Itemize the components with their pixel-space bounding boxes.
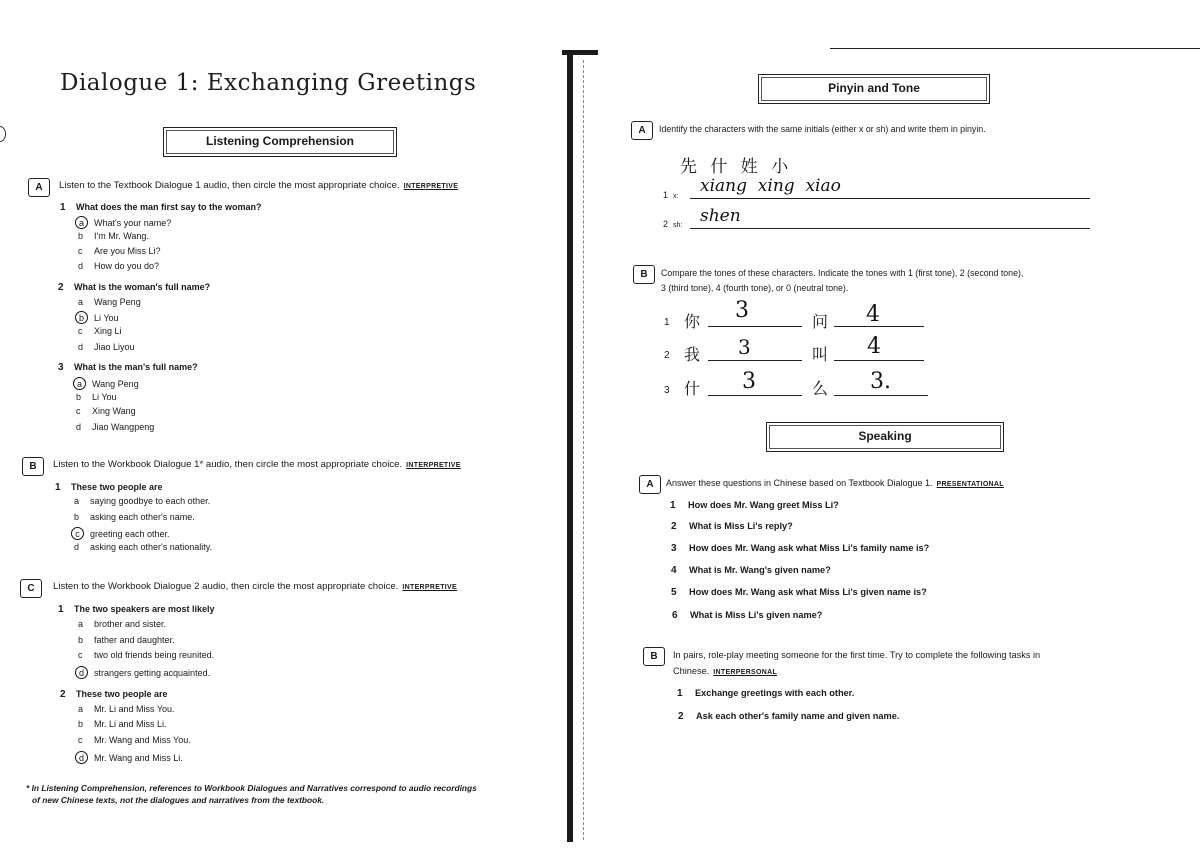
pinyin-section-a-tag: A xyxy=(631,121,653,140)
option[interactable]: c Mr. Wang and Miss You. xyxy=(78,735,191,745)
option[interactable]: b asking each other's name. xyxy=(74,512,195,522)
section-b-tag: B xyxy=(22,457,44,476)
tone-answer[interactable]: 3 xyxy=(738,335,751,359)
pinyin-and-tone-header: Pinyin and Tone xyxy=(758,74,990,104)
gutter-line xyxy=(583,60,584,840)
question: 1 These two people are xyxy=(55,482,163,493)
speaking-a-instruction xyxy=(666,478,1004,488)
option[interactable]: b Li You xyxy=(78,311,119,324)
question: 2 What is the woman's full name? xyxy=(58,282,211,293)
option[interactable]: c Xing Li xyxy=(78,326,122,336)
tone-line xyxy=(708,360,802,361)
option[interactable]: a brother and sister. xyxy=(78,619,167,629)
question: 1 What does the man first say to the woman? xyxy=(60,202,262,213)
speaking-question: 6 What is Miss Li's given name? xyxy=(672,610,823,621)
mode-label: INTERPRETIVE xyxy=(406,462,461,469)
instruction-text: Chinese. xyxy=(673,666,710,676)
listening-comprehension-header: Listening Comprehension xyxy=(163,127,397,157)
book-spine-top xyxy=(562,50,598,55)
pinyin-answer-2[interactable]: shen xyxy=(700,206,741,226)
pinyin-row-1-label: 1 x: xyxy=(663,190,679,200)
question: 2 These two people are xyxy=(60,689,168,700)
section-b-instruction xyxy=(53,459,461,470)
option[interactable]: d How do you do? xyxy=(78,261,160,271)
tone-char: 我 xyxy=(684,345,701,364)
option[interactable]: b Li You xyxy=(76,392,117,402)
option[interactable]: c greeting each other. xyxy=(74,527,170,540)
tone-line xyxy=(834,395,928,396)
tone-section-b-tag: B xyxy=(633,265,655,284)
instruction-text: Answer these questions in Chinese based on Textbook Dialogue 1. xyxy=(666,478,933,488)
tone-answer[interactable]: 3. xyxy=(870,369,891,394)
option[interactable]: a What's your name? xyxy=(78,216,171,229)
option[interactable]: d Mr. Wang and Miss Li. xyxy=(78,751,183,764)
speaking-question: 4 What is Mr. Wang's given name? xyxy=(671,565,831,576)
tone-b-instruction-2: 3 (third tone), 4 (fourth tone), or 0 (neutral tone). xyxy=(661,283,849,293)
tone-char: 叫 xyxy=(812,345,829,364)
mode-label: INTERPERSONAL xyxy=(713,669,778,676)
speaking-section-a-tag: A xyxy=(639,475,661,494)
tone-line xyxy=(708,395,802,396)
pinyin-a-instruction: Identify the characters with the same initials (either x or sh) and write them in pinyin. xyxy=(659,124,986,134)
tone-row-num: 1 xyxy=(664,317,670,328)
option[interactable]: a Mr. Li and Miss You. xyxy=(78,704,175,714)
speaking-task: 1 Exchange greetings with each other. xyxy=(677,688,855,699)
option[interactable]: a saying goodbye to each other. xyxy=(74,496,211,506)
footnote-line-1: * In Listening Comprehension, references to Workbook Dialogues and Narratives correspond to audio recordings xyxy=(26,783,477,793)
mode-label: PRESENTATIONAL xyxy=(936,481,1004,488)
tone-char: 么 xyxy=(812,379,829,398)
mode-label: INTERPRETIVE xyxy=(403,183,459,190)
circled-answer: c xyxy=(71,527,84,540)
circled-answer: d xyxy=(75,751,88,764)
option[interactable]: d asking each other's nationality. xyxy=(74,542,213,552)
speaking-b-instruction-1: In pairs, role-play meeting someone for the first time. Try to complete the following tasks in xyxy=(673,650,1041,660)
tone-line xyxy=(834,360,924,361)
tone-row-num: 2 xyxy=(664,350,670,361)
circled-answer: a xyxy=(73,377,86,390)
question: 3 What is the man's full name? xyxy=(58,362,198,373)
speaking-question: 3 How does Mr. Wang ask what Miss Li's family name is? xyxy=(671,543,930,554)
instruction-text: Listen to the Textbook Dialogue 1 audio, then circle the most appropriate choice. xyxy=(59,180,400,191)
option[interactable]: d strangers getting acquainted. xyxy=(78,666,210,679)
option[interactable]: a Wang Peng xyxy=(76,377,139,390)
tone-answer[interactable]: 4 xyxy=(866,302,880,327)
tone-row-num: 3 xyxy=(664,385,670,396)
option[interactable]: b father and daughter. xyxy=(78,635,175,645)
footnote-line-2: of new Chinese texts, not the dialogues and narratives from the textbook. xyxy=(32,795,325,805)
instruction-text: Listen to the Workbook Dialogue 2 audio, then circle the most appropriate choice. xyxy=(53,581,399,592)
tone-answer[interactable]: 4 xyxy=(867,334,881,359)
circled-answer: d xyxy=(75,666,88,679)
tone-b-instruction-1: Compare the tones of these characters. Indicate the tones with 1 (first tone), 2 (second tone), xyxy=(661,268,1024,278)
tone-line xyxy=(708,326,802,327)
option[interactable]: c Xing Wang xyxy=(76,406,136,416)
pinyin-answer-line-1 xyxy=(690,198,1090,199)
characters-row: 先 什 姓 小 xyxy=(680,157,793,177)
book-spine-shadow xyxy=(567,52,573,842)
section-c-instruction xyxy=(53,581,457,592)
section-c-tag: C xyxy=(20,579,42,598)
question: 1 The two speakers are most likely xyxy=(58,604,215,615)
speaking-section-b-tag: B xyxy=(643,647,665,666)
pinyin-answer-1[interactable]: xiang xing xiao xyxy=(700,176,841,196)
pinyin-answer-line-2 xyxy=(690,228,1090,229)
option[interactable]: c Are you Miss Li? xyxy=(78,246,161,256)
option[interactable]: a Wang Peng xyxy=(78,297,141,307)
speaking-question: 5 How does Mr. Wang ask what Miss Li's given name is? xyxy=(671,587,927,598)
tone-char: 问 xyxy=(812,312,829,331)
speaking-question: 1 How does Mr. Wang greet Miss Li? xyxy=(670,500,839,511)
speaking-header: Speaking xyxy=(766,422,1004,452)
top-right-rule xyxy=(830,48,1200,49)
tone-answer[interactable]: 3 xyxy=(742,369,756,394)
circled-answer: a xyxy=(75,216,88,229)
option[interactable]: d Jiao Liyou xyxy=(78,342,135,352)
tone-char: 什 xyxy=(684,379,701,398)
tone-char: 你 xyxy=(684,312,701,331)
section-a-tag: A xyxy=(28,178,50,197)
tone-answer[interactable]: 3 xyxy=(735,298,749,323)
speaking-question: 2 What is Miss Li's reply? xyxy=(671,521,793,532)
mode-label: INTERPRETIVE xyxy=(402,584,457,591)
option[interactable]: b Mr. Li and Miss Li. xyxy=(78,719,167,729)
instruction-text: Listen to the Workbook Dialogue 1* audio, then circle the most appropriate choice. xyxy=(53,459,403,470)
speaking-task: 2 Ask each other's family name and given name. xyxy=(678,711,900,722)
page-title: Dialogue 1: Exchanging Greetings xyxy=(60,70,477,96)
speaking-b-instruction-2 xyxy=(673,666,777,676)
page-edge-mark xyxy=(0,126,6,142)
section-a-instruction xyxy=(59,180,458,191)
circled-answer: b xyxy=(75,311,88,324)
option[interactable]: d Jiao Wangpeng xyxy=(76,422,155,432)
option[interactable]: b I'm Mr. Wang. xyxy=(78,231,149,241)
pinyin-row-2-label: 2 sh: xyxy=(663,219,683,229)
option[interactable]: c two old friends being reunited. xyxy=(78,650,215,660)
